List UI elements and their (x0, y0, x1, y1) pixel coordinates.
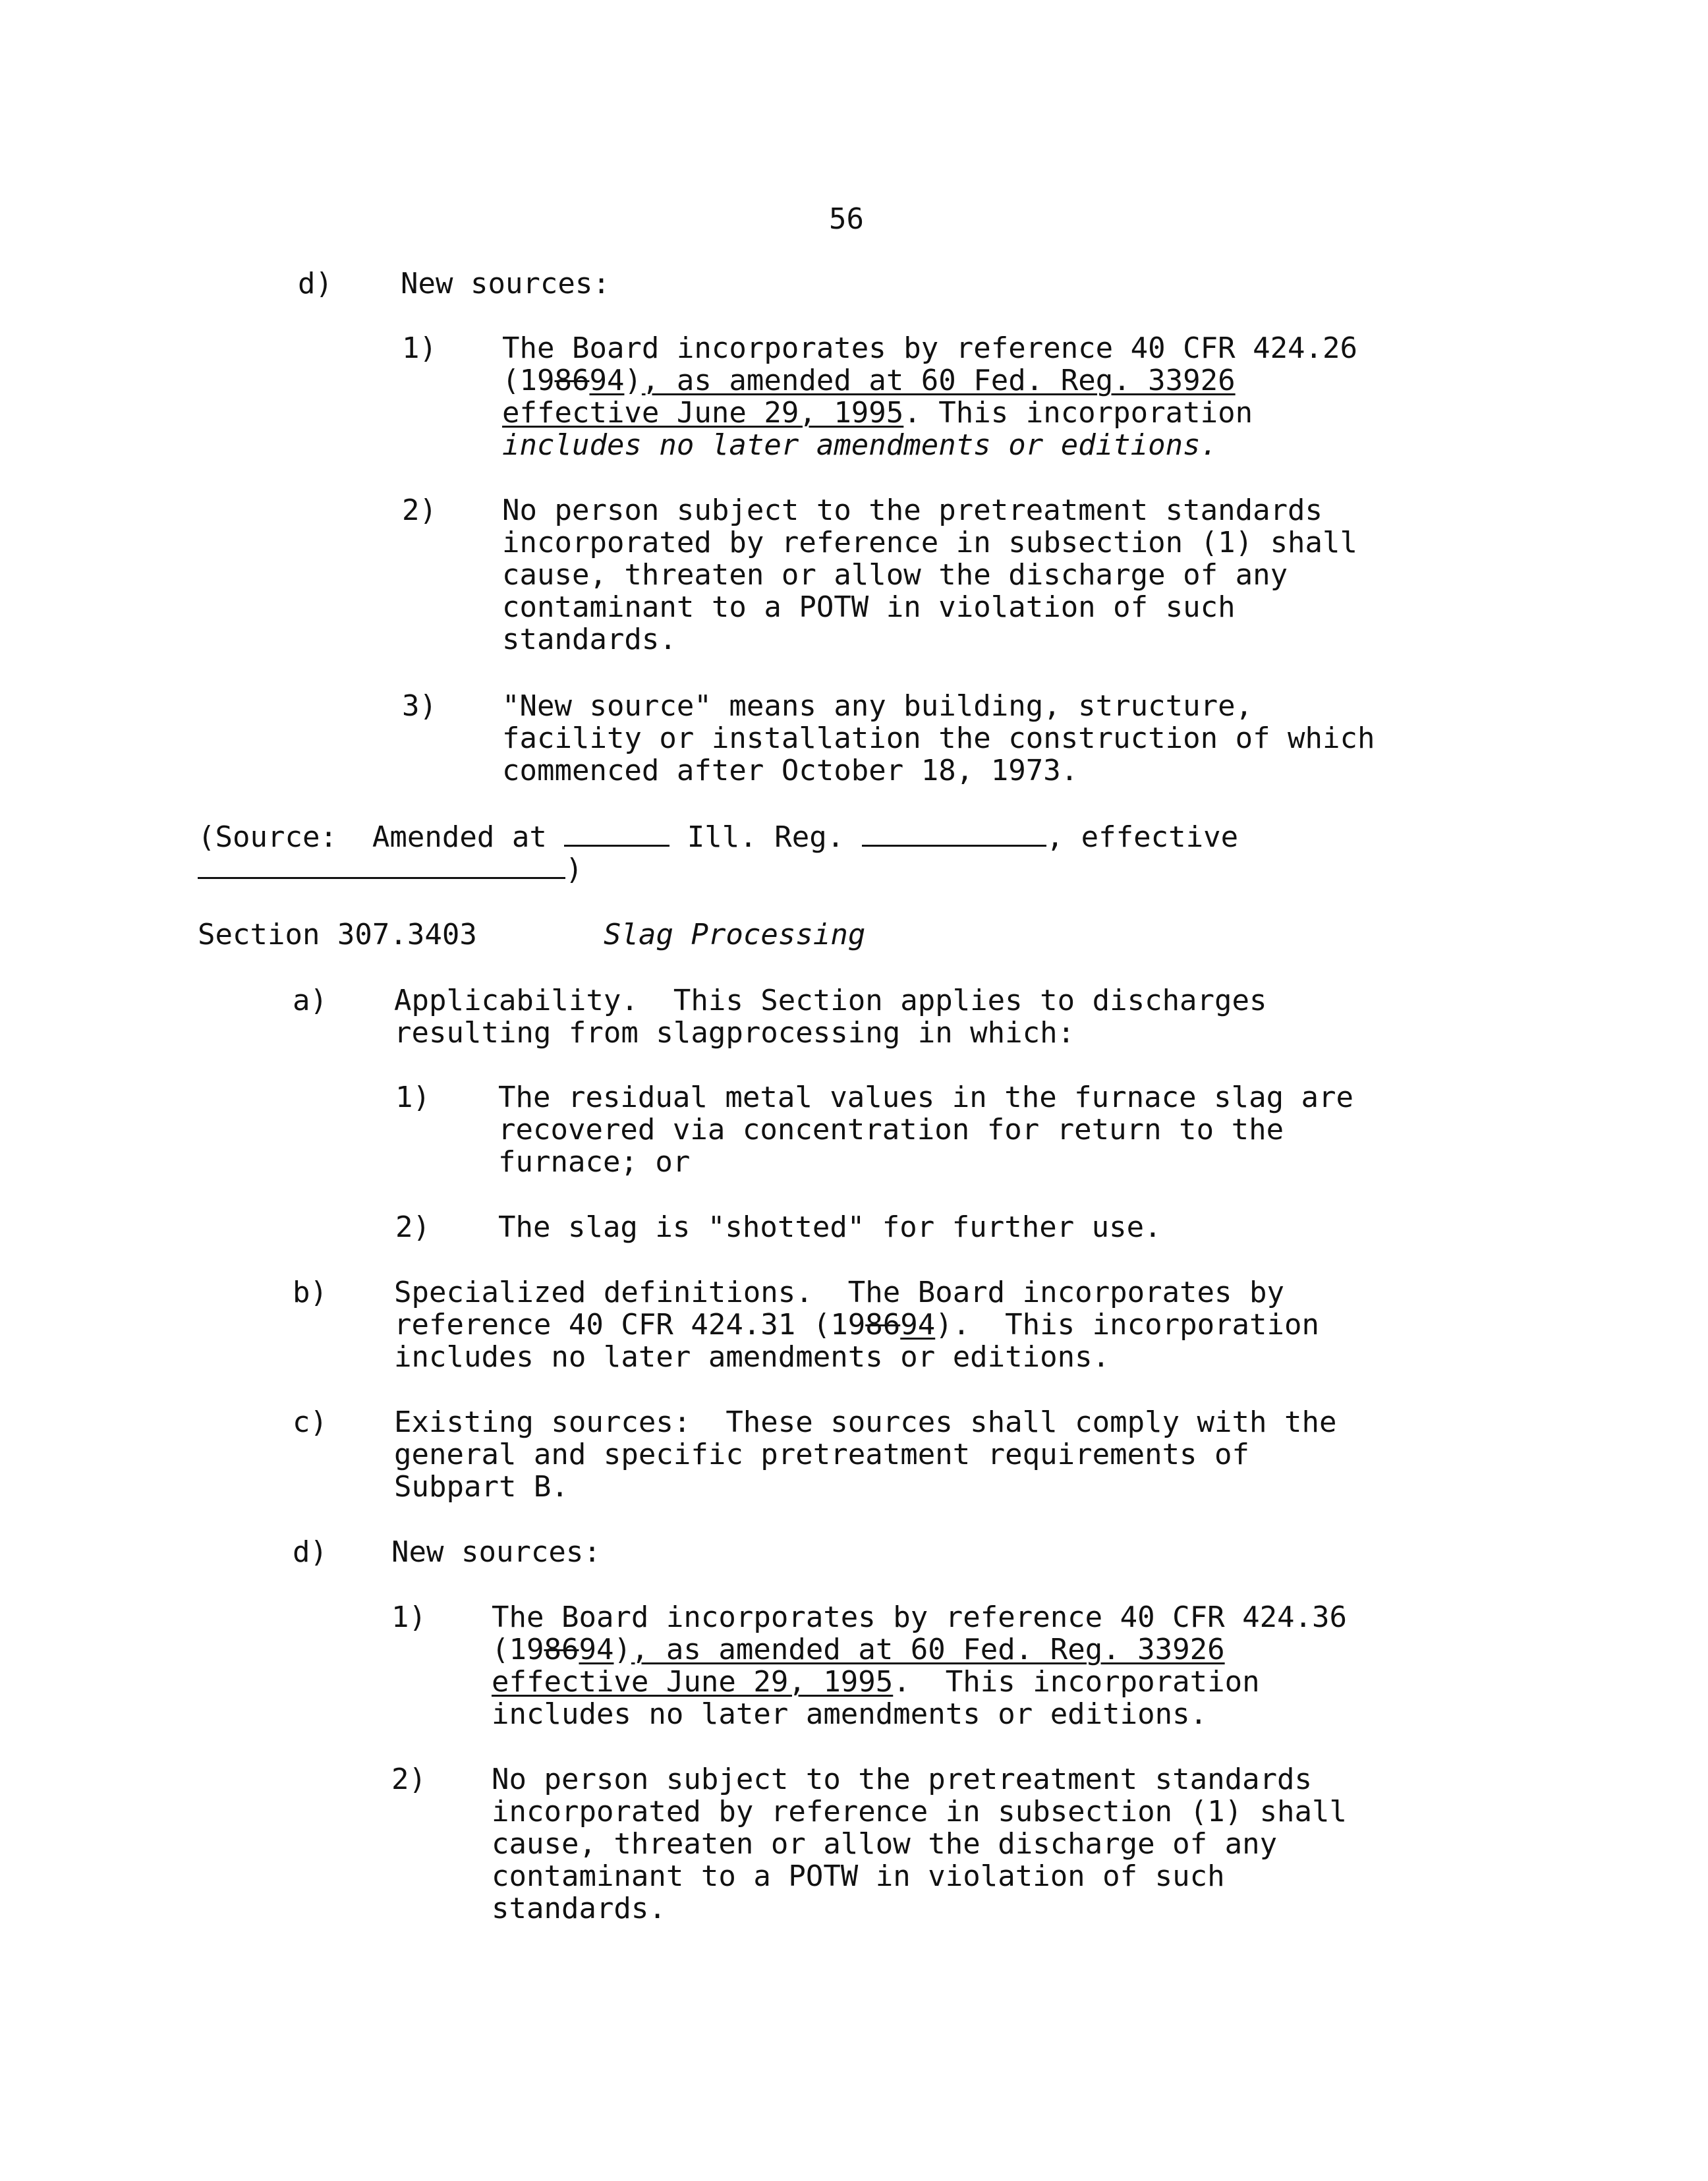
section-number: Section 307.3403 (198, 918, 477, 951)
b-line-pre: reference 40 CFR 424.31 (19 (394, 1308, 866, 1342)
added-effective-date: effective June 29, 1995 (492, 1665, 894, 1699)
subsection-b-line: includes no later amendments or editions. (394, 1340, 1110, 1374)
subsection-d-label: d) (298, 267, 333, 300)
item-2-line: No person subject to the pretreatment standards (502, 494, 1323, 527)
item-1-line: The Board incorporates by reference 40 CFR 424.26 (502, 331, 1358, 365)
a-item-2-label: 2) (395, 1210, 430, 1244)
source-note (198, 821, 1238, 853)
a-item-1-label: 1) (395, 1081, 430, 1114)
subsection-d2-label: d) (293, 1535, 327, 1569)
item-3-label: 3) (402, 689, 437, 723)
deleted-year: 86 (865, 1308, 901, 1342)
d-item-2-line: incorporated by reference in subsection (1) shall (492, 1795, 1348, 1828)
volume-blank (564, 822, 669, 847)
page-number: 56 (829, 202, 864, 236)
year-open: (19 (502, 364, 555, 397)
d-item-1-line-rest: . This incorporation (893, 1665, 1260, 1699)
source-prefix: (Source: Amended at (198, 820, 565, 854)
a-item-1-line: The residual metal values in the furnace slag are (498, 1081, 1354, 1114)
d-item-1-line: includes no later amendments or editions. (492, 1697, 1208, 1731)
added-amendment-text: , as amended at 60 Fed. Reg. 33926 (641, 364, 1236, 397)
d-item-1-line: The Board incorporates by reference 40 CFR 424.36 (492, 1600, 1348, 1634)
source-note-line (198, 853, 583, 886)
item-2-line: incorporated by reference in subsection (1) shall (502, 526, 1358, 559)
subsection-a-line: resulting from slagprocessing in which: (394, 1016, 1075, 1050)
subsection-c-label: c) (293, 1405, 327, 1439)
source-mid: Ill. Reg. (669, 820, 862, 854)
item-2-line: standards. (502, 623, 677, 656)
deleted-year: 86 (554, 364, 590, 397)
added-effective-date: effective June 29, 1995 (502, 396, 904, 430)
added-year: 94 (589, 364, 625, 397)
year-close: ) (624, 364, 642, 397)
d-item-2-line: contaminant to a POTW in violation of such (492, 1859, 1225, 1893)
subsection-d2-heading: New sources: (391, 1535, 601, 1569)
added-year: 94 (900, 1308, 936, 1342)
item-1-amendment-line (502, 364, 1236, 397)
year-close: ) (613, 1633, 631, 1666)
subsection-a-label: a) (293, 984, 327, 1017)
deleted-year: 86 (544, 1633, 579, 1666)
a-item-2-line: The slag is "shotted" for further use. (498, 1210, 1162, 1244)
a-item-1-line: furnace; or (498, 1145, 691, 1179)
item-1-line-rest: . This incorporation (903, 396, 1253, 430)
item-1-line: includes no later amendments or editions. (502, 428, 1218, 462)
subsection-d-heading: New sources: (401, 267, 610, 300)
subsection-c-line: Existing sources: These sources shall comply with the (394, 1405, 1337, 1439)
added-year: 94 (579, 1633, 614, 1666)
added-amendment-text: , as amended at 60 Fed. Reg. 33926 (631, 1633, 1225, 1666)
b-line-post: ). This incorporation (935, 1308, 1320, 1342)
subsection-b-reference-line (394, 1309, 1319, 1341)
d-item-1-amendment-line (492, 1633, 1225, 1666)
item-2-label: 2) (402, 494, 437, 527)
subsection-a-line: Applicability. This Section applies to discharges (394, 984, 1267, 1017)
subsection-c-line: general and specific pretreatment requirements of (394, 1438, 1250, 1471)
source-close: ) (565, 853, 583, 886)
item-2-line: contaminant to a POTW in violation of such (502, 590, 1236, 624)
d-item-2-label: 2) (391, 1763, 426, 1796)
d-item-1-effective-line (492, 1666, 1260, 1698)
item-2-line: cause, threaten or allow the discharge of any (502, 558, 1288, 592)
item-3-line: "New source" means any building, structure, (502, 689, 1253, 723)
item-3-line: facility or installation the construction of which (502, 722, 1375, 755)
d-item-2-line: cause, threaten or allow the discharge of any (492, 1827, 1278, 1861)
page-blank (862, 822, 1046, 847)
d-item-2-line: standards. (492, 1892, 666, 1925)
year-open: (19 (492, 1633, 544, 1666)
d-item-1-label: 1) (391, 1600, 426, 1634)
subsection-c-line: Subpart B. (394, 1470, 569, 1504)
item-1-label: 1) (402, 331, 437, 365)
item-3-line: commenced after October 18, 1973. (502, 754, 1079, 787)
d-item-2-line: No person subject to the pretreatment standards (492, 1763, 1313, 1796)
effective-date-blank (198, 855, 565, 879)
a-item-1-line: recovered via concentration for return to the (498, 1113, 1284, 1147)
section-title: Slag Processing (604, 918, 866, 951)
subsection-b-label: b) (293, 1276, 327, 1309)
source-suffix: , effective (1046, 820, 1239, 854)
item-1-effective-line (502, 397, 1253, 429)
subsection-b-line: Specialized definitions. The Board incorporates by (394, 1276, 1285, 1309)
